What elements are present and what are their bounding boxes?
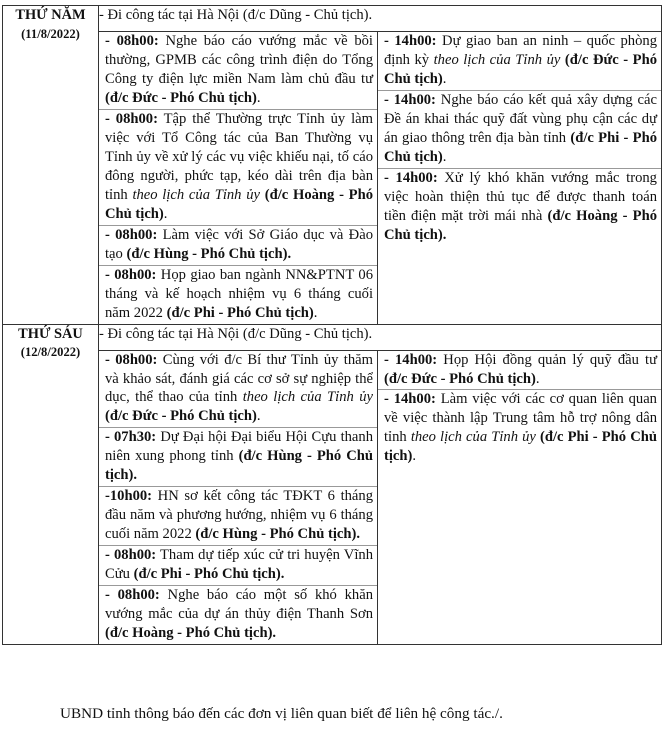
- item-text: Nghe báo cáo vướng mắc về bồi thường, GPMB các công trình điện do Tổng Công ty điện lực miền Nam làm chủ đầu tư: [105, 33, 373, 87]
- day-cell-thursday: [3, 6, 99, 325]
- item-text: Nghe báo cáo một số khó khăn vướng mắc của dự án thủy điện Thanh Sơn: [105, 587, 373, 623]
- item-text: Tham dự tiếp xúc cử tri huyện Vĩnh Cửu: [105, 547, 373, 583]
- schedule-item: [99, 32, 377, 109]
- day-name: THỨ NĂM: [15, 7, 86, 23]
- schedule-item: [378, 389, 661, 467]
- responsible-person: (đ/c Đức - Phó Chủ tịch): [105, 408, 257, 425]
- responsible-person: (đ/c Hoàng - Phó Chủ tịch).: [384, 207, 657, 243]
- schedule-item: [99, 109, 377, 225]
- item-text: Nghe báo cáo kết quả xây dựng các Đề án khai thác quỹ đất vùng phụ cận các dự án giao thông trên địa bàn tỉnh: [384, 91, 657, 146]
- item-end: .: [442, 70, 447, 87]
- schedule-item: [99, 545, 377, 585]
- time-label: - 14h00:: [384, 91, 436, 108]
- item-text: HN sơ kết công tác TĐKT 6 tháng đầu năm và phương hướng, nhiệm vụ 6 tháng cuối năm 2022: [105, 488, 373, 543]
- afternoon-sessions-friday: [378, 350, 662, 645]
- responsible-person: (đ/c Hoàng - Phó Chủ tịch).: [105, 625, 277, 642]
- item-text: Tập thể Thường trực Tỉnh ủy làm việc với Tổ Công tác của Ban Thường vụ Tỉnh ủy về xử lý các vụ việc khiếu nại, tố cáo đông người, phức tạp, kéo dài trên địa bàn tỉnh: [105, 110, 373, 203]
- responsible-person: (đ/c Phi - Phó Chủ tịch): [384, 429, 657, 465]
- day-date: (12/8/2022): [20, 345, 81, 360]
- time-label: - 07h30:: [105, 429, 157, 446]
- time-label: - 14h00:: [384, 169, 438, 186]
- responsible-person: (đ/c Hùng - Phó Chủ tịch).: [195, 526, 360, 543]
- schedule-item: [99, 265, 377, 324]
- item-end: .: [442, 148, 447, 165]
- friday-row-full: [3, 324, 662, 350]
- schedule-item: [99, 427, 377, 486]
- day-name: THỨ SÁU: [18, 325, 83, 342]
- schedule-item: [378, 32, 661, 90]
- schedule-item: [378, 90, 661, 168]
- time-label: - 08h00:: [105, 33, 159, 49]
- afternoon-sessions-thursday: [378, 32, 662, 325]
- item-end: .: [313, 304, 318, 321]
- responsible-person: (đ/c Phi - Phó Chủ tịch): [166, 304, 314, 321]
- full-day-event-text: - Đi công tác tại Hà Nội (đ/c Dũng - Chủ tịch).: [99, 7, 373, 23]
- item-end: .: [256, 89, 261, 106]
- item-text: Dự giao ban an ninh – quốc phòng định kỳ: [384, 33, 657, 68]
- schedule-table: [2, 5, 662, 645]
- time-label: - 08h00:: [105, 110, 158, 127]
- responsible-person: (đ/c Đức - Phó Chủ tịch): [384, 370, 536, 387]
- time-label: - 08h00:: [105, 351, 158, 368]
- item-text: Họp giao ban ngành NN&PTNT 06 tháng và kế hoạch nhiệm vụ 6 tháng cuối năm 2022: [105, 266, 373, 321]
- responsible-person: (đ/c Hoàng - Phó Chủ tịch): [105, 186, 373, 222]
- time-label: - 14h00:: [384, 33, 437, 49]
- item-note: theo lịch của Tỉnh ủy: [433, 51, 561, 68]
- friday-row-sessions: [3, 350, 662, 645]
- time-label: - 14h00:: [384, 391, 436, 408]
- full-day-event-friday: [99, 324, 662, 350]
- schedule-item: [99, 351, 377, 428]
- day-date: (11/8/2022): [21, 26, 80, 41]
- item-end: .: [163, 205, 168, 222]
- item-text: Cùng với đ/c Bí thư Tỉnh ủy thăm và khảo sát, đánh giá các cơ sở sự nghiệp thể dục, thể thao của tỉnh: [105, 351, 373, 406]
- time-label: - 14h00:: [384, 351, 438, 368]
- thursday-row-full: [3, 6, 662, 32]
- morning-sessions-friday: [99, 350, 378, 645]
- item-note: theo lịch của Tỉnh ủy: [410, 429, 536, 446]
- item-note: theo lịch của Tỉnh ủy: [242, 389, 374, 406]
- time-label: - 08h00:: [105, 226, 158, 243]
- time-label: - 08h00:: [105, 587, 160, 604]
- item-text: Làm việc với các cơ quan liên quan về việc thành lập Trung tâm hỗ trợ nông dân tỉnh: [384, 391, 657, 446]
- responsible-person: (đ/c Phi - Phó Chủ tịch).: [133, 566, 285, 583]
- thursday-row-sessions: [3, 32, 662, 325]
- item-end: .: [535, 370, 540, 387]
- responsible-person: (đ/c Hùng - Phó Chủ tịch).: [105, 448, 373, 484]
- day-cell-friday: [3, 324, 99, 645]
- item-text: Làm việc với Sở Giáo dục và Đào tạo: [105, 226, 373, 262]
- time-label: - 08h00:: [105, 266, 157, 283]
- footer-note: UBND tỉnh thông báo đến các đơn vị liên quan biết để liên hệ công tác./.: [60, 705, 503, 722]
- item-end: .: [256, 408, 261, 425]
- time-label: - 08h00:: [105, 547, 157, 564]
- full-day-event-thursday: [99, 6, 662, 32]
- item-text: Họp Hội đồng quản lý quỹ đầu tư: [437, 351, 657, 368]
- responsible-person: (đ/c Phi - Phó Chủ tịch): [384, 129, 657, 165]
- item-text: Xử lý khó khăn vướng mắc trong việc hoàn thiện thủ tục để được thanh toán tiền điện mặt trời mái nhà: [384, 169, 657, 224]
- schedule-item: [99, 486, 377, 545]
- item-note: theo lịch của Tỉnh ủy: [132, 186, 260, 203]
- responsible-person: (đ/c Đức - Phó Chủ tịch): [384, 51, 657, 87]
- item-end: .: [412, 448, 417, 465]
- item-text: Dự Đại hội Đại biểu Hội Cựu thanh niên xung phong tỉnh: [105, 429, 373, 465]
- responsible-person: (đ/c Đức - Phó Chủ tịch): [105, 89, 257, 106]
- responsible-person: (đ/c Hùng - Phó Chủ tịch).: [126, 245, 292, 262]
- schedule-item: [99, 225, 377, 265]
- schedule-item: [378, 168, 661, 246]
- schedule-item: [99, 585, 377, 644]
- morning-sessions-thursday: [99, 32, 378, 325]
- full-day-event-text: - Đi công tác tại Hà Nội (đ/c Dũng - Chủ tịch).: [99, 325, 373, 342]
- schedule-item: [378, 351, 661, 390]
- time-label: -10h00:: [105, 488, 153, 505]
